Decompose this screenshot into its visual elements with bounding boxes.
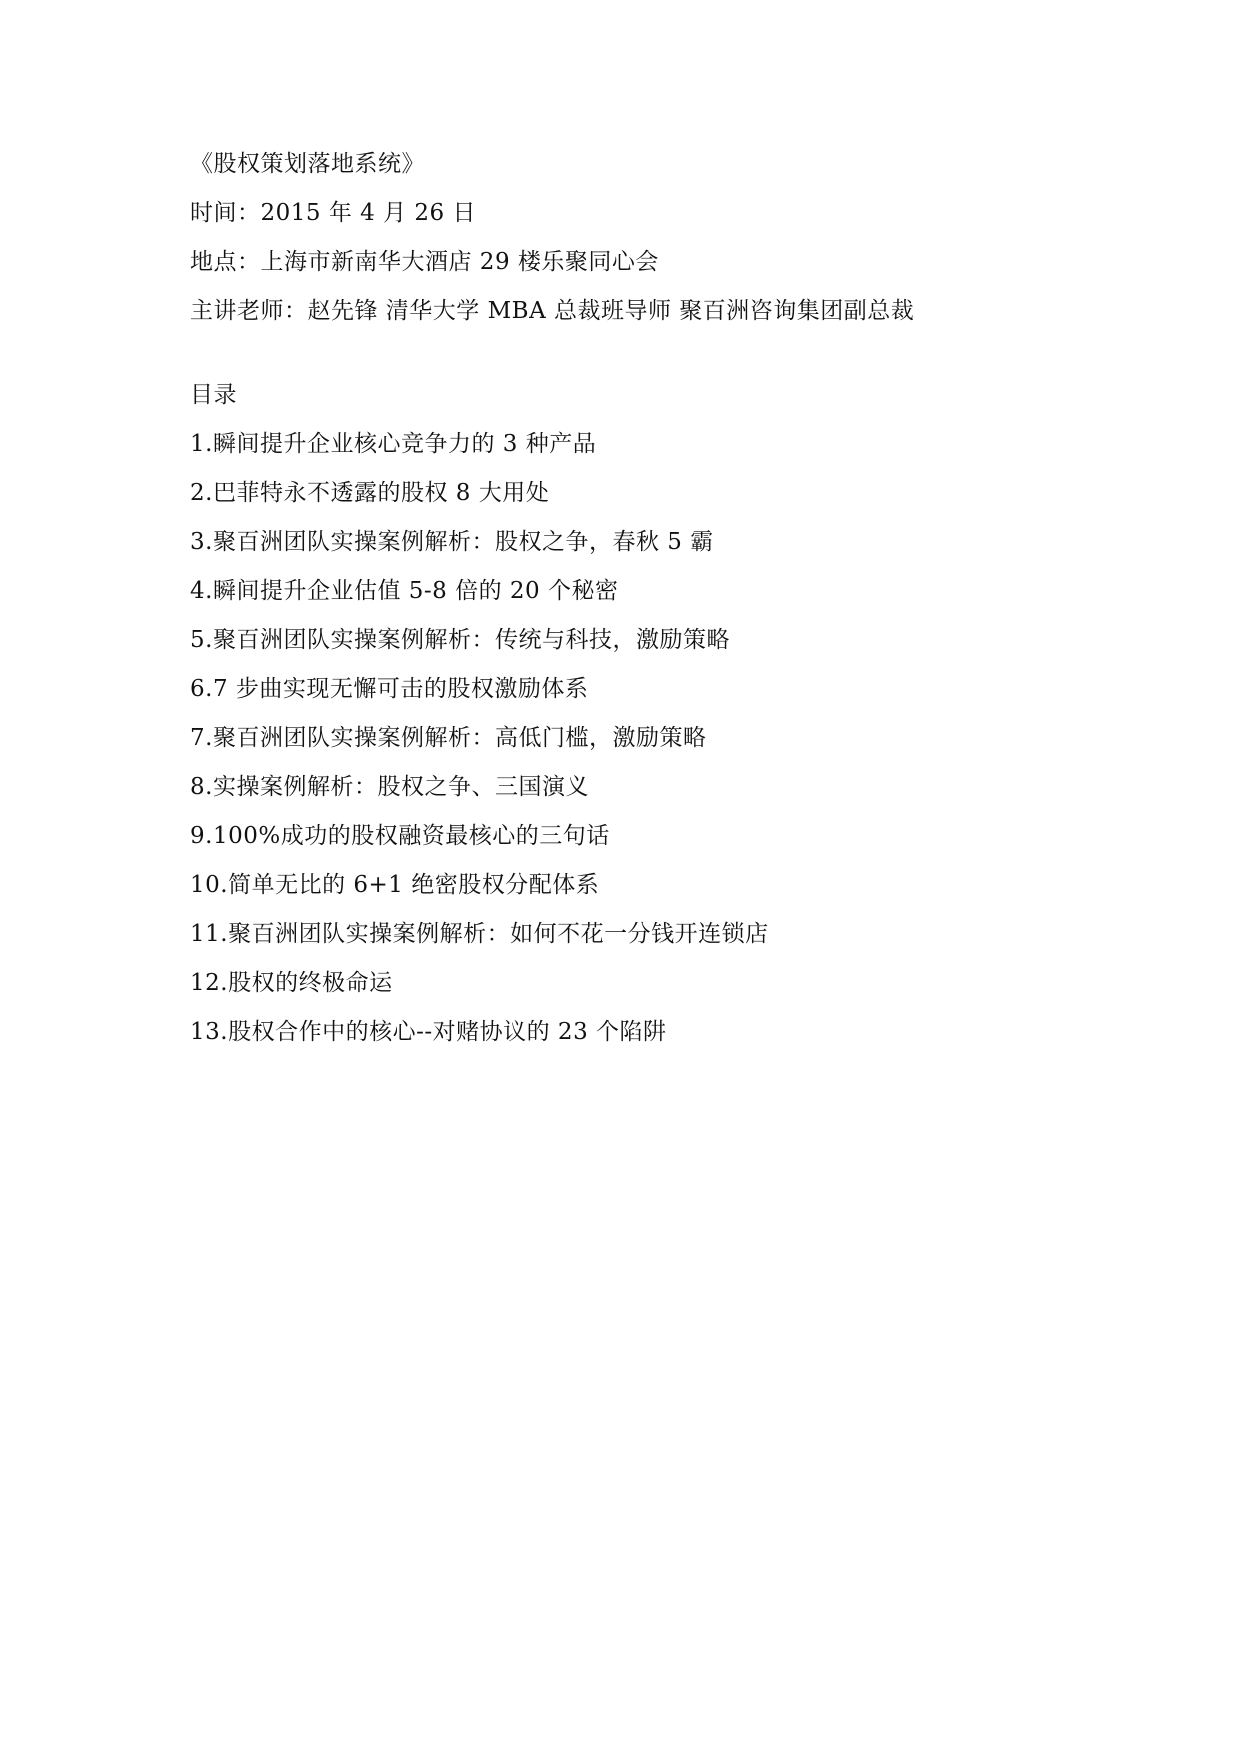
toc-item: 5.聚百洲团队实操案例解析：传统与科技，激励策略 [190, 627, 730, 653]
document-header [190, 150, 1170, 325]
event-time: 时间：2015 年 4 月 26 日 [190, 200, 476, 226]
event-lecturer: 主讲老师：赵先锋 清华大学 MBA 总裁班导师 聚百洲咨询集团副总裁 [190, 298, 915, 324]
toc-item: 12.股权的终极命运 [190, 970, 393, 996]
toc-item: 9.100%成功的股权融资最核心的三句话 [190, 823, 610, 849]
toc-item: 4.瞬间提升企业估值 5-8 倍的 20 个秘密 [190, 578, 619, 604]
toc-list [190, 430, 1170, 1046]
toc-item: 7.聚百洲团队实操案例解析：高低门槛，激励策略 [190, 725, 707, 751]
toc-item: 13.股权合作中的核心--对赌协议的 23 个陷阱 [190, 1019, 667, 1045]
toc-item: 6.7 步曲实现无懈可击的股权激励体系 [190, 676, 589, 702]
toc-item: 10.简单无比的 6+1 绝密股权分配体系 [190, 872, 600, 898]
toc-item: 3.聚百洲团队实操案例解析：股权之争，春秋 5 霸 [190, 529, 714, 555]
toc-heading: 目录 [190, 382, 237, 408]
toc-item: 2.巴菲特永不透露的股权 8 大用处 [190, 480, 550, 506]
event-location: 地点：上海市新南华大酒店 29 楼乐聚同心会 [190, 249, 659, 275]
toc-item: 11.聚百洲团队实操案例解析：如何不花一分钱开连锁店 [190, 921, 769, 947]
toc-item: 8.实操案例解析：股权之争、三国演义 [190, 774, 589, 800]
toc-item: 1.瞬间提升企业核心竞争力的 3 种产品 [190, 431, 597, 457]
document-title: 《股权策划落地系统》 [190, 151, 425, 177]
document-content [190, 150, 1170, 1067]
